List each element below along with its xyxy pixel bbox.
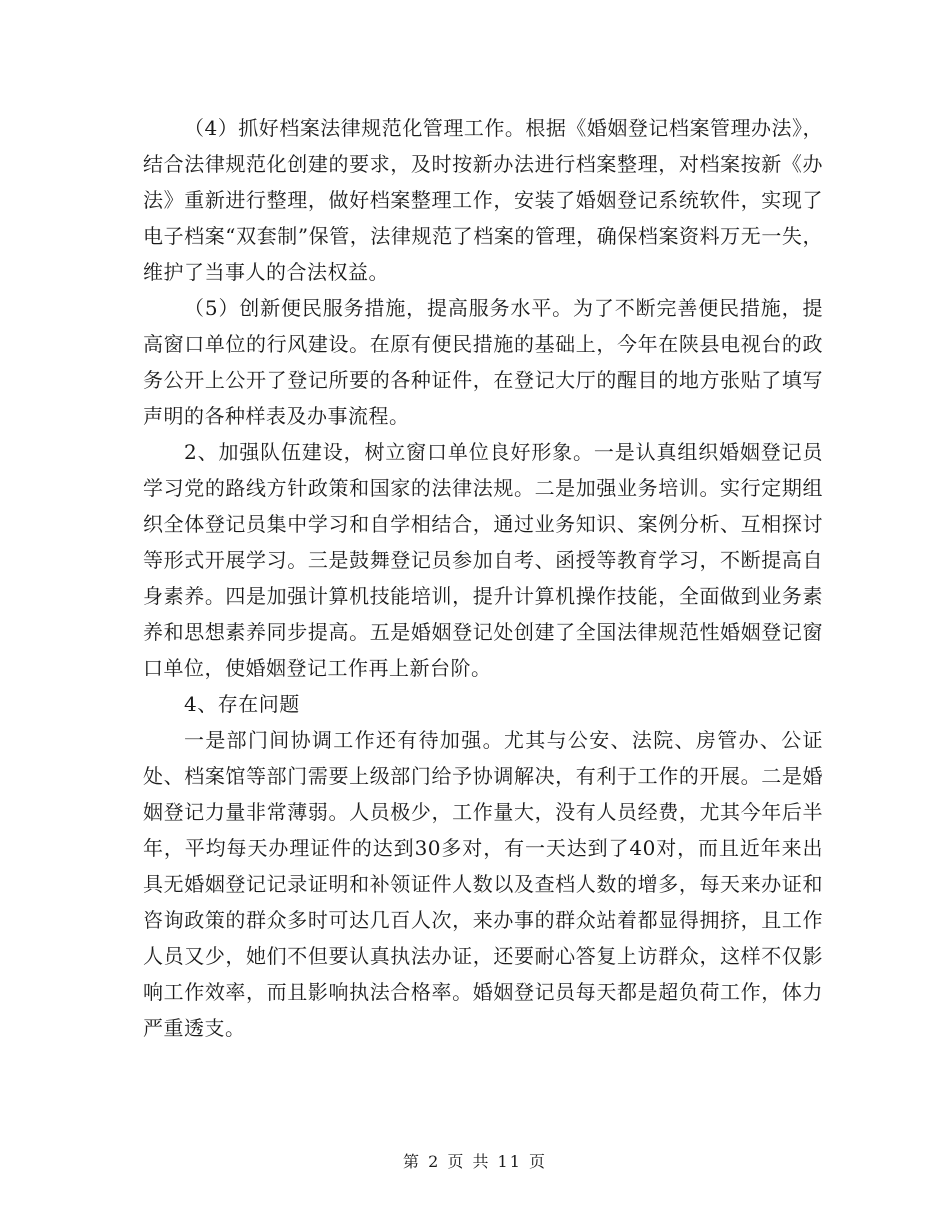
paragraph-archive-management: （4）抓好档案法律规范化管理工作。根据《婚姻登记档案管理办法》，结合法律规范化创建的要求，及时按新办法进行档案整理，对档案按新《办法》重新进行整理，做好档案整理工作，安装了婚姻登记系统软件，实现了电子档案“双套制”保管，法律规范了档案的管理，确保档案资料万无一失，维护了当事人的合法权益。 bbox=[143, 116, 823, 284]
section-heading-problems: 4、存在问题 bbox=[184, 692, 300, 716]
document-body bbox=[143, 110, 823, 1046]
page-number-footer: 第 2 页 共 11 页 bbox=[403, 1152, 547, 1171]
paragraph-problems: 一是部门间协调工作还有待加强。尤其与公安、法院、房管办、公证处、档案馆等部门需要上级部门给予协调解决，有利于工作的开展。二是婚姻登记力量非常薄弱。人员极少，工作量大，没有人员经费，尤其今年后半年，平均每天办理证件的达到30多对，有一天达到了40对，而且近年来出具无婚姻登记记录证明和补领证件人数以及查档人数的增多，每天来办证和咨询政策的群众多时可达几百人次，来办事的群众站着都显得拥挤，且工作人员又少，她们不但要认真执法办证，还要耐心答复上访群众，这样不仅影响工作效率，而且影响执法合格率。婚姻登记员每天都是超负荷工作，体力严重透支。 bbox=[143, 728, 823, 1040]
paragraph-team-building: 2、加强队伍建设，树立窗口单位良好形象。一是认真组织婚姻登记员学习党的路线方针政策和国家的法律法规。二是加强业务培训。实行定期组织全体登记员集中学习和自学相结合，通过业务知识、案例分析、互相探讨等形式开展学习。三是鼓舞登记员参加自考、函授等教育学习，不断提高自身素养。四是加强计算机技能培训，提升计算机操作技能，全面做到业务素养和思想素养同步提高。五是婚姻登记处创建了全国法律规范性婚姻登记窗口单位，使婚姻登记工作再上新台阶。 bbox=[143, 440, 823, 680]
paragraph-convenience-service: （5）创新便民服务措施，提高服务水平。为了不断完善便民措施，提高窗口单位的行风建设。在原有便民措施的基础上，今年在陕县电视台的政务公开上公开了登记所要的各种证件，在登记大厅的醒目的地方张贴了填写声明的各种样表及办事流程。 bbox=[143, 296, 823, 428]
